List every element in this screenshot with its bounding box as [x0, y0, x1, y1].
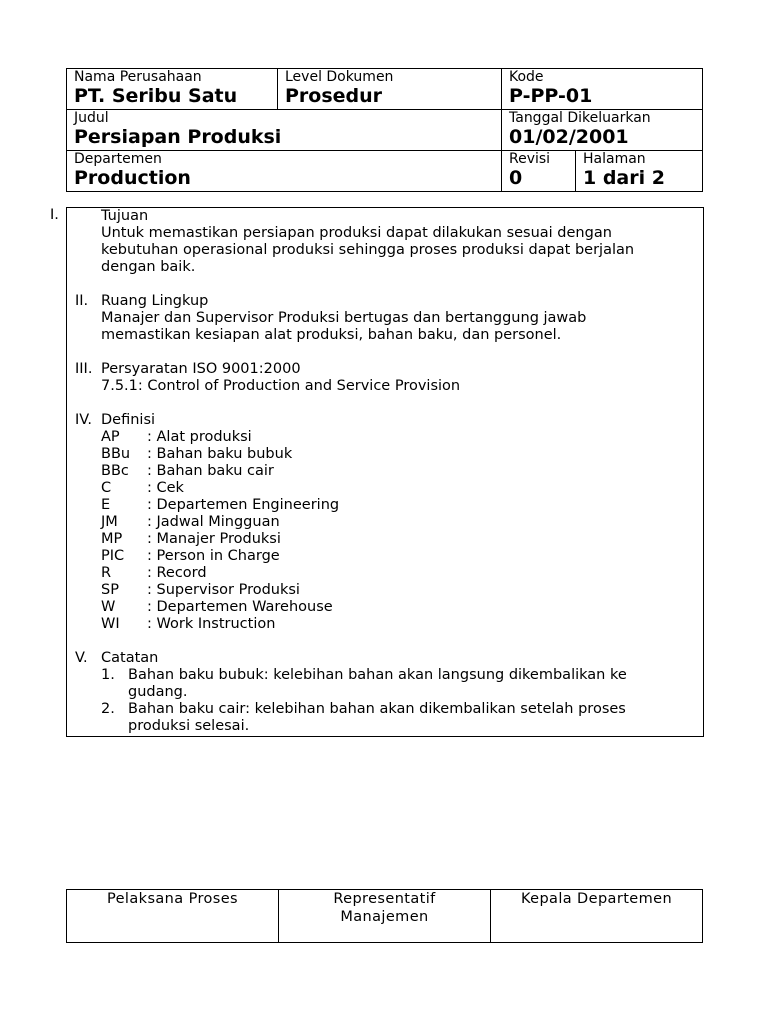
section-2-line: Manajer dan Supervisor Produksi bertugas dan bertanggung jawab [101, 310, 587, 326]
definition-abbr: MP [101, 531, 123, 547]
procedure-body [66, 207, 704, 737]
note-line: produksi selesai. [128, 718, 250, 734]
section-3-title: Persyaratan ISO 9001:2000 [101, 361, 301, 377]
revision-label: Revisi [509, 151, 551, 167]
note-line: Bahan baku bubuk: kelebihan bahan akan langsung dikembalikan ke [128, 667, 627, 683]
section-3-number: III. [75, 361, 93, 377]
definition-abbr: JM [101, 514, 118, 530]
definition-abbr: WI [101, 616, 120, 632]
note-line: gudang. [128, 684, 188, 700]
company-label: Nama Perusahaan [74, 69, 202, 85]
section-4-number: IV. [75, 412, 92, 428]
definition-desc: : Record [147, 565, 207, 581]
signature-label: Kepala Departemen [520, 891, 673, 907]
definition-desc: : Departemen Engineering [147, 497, 340, 513]
revision-value: 0 [509, 167, 523, 189]
signature-cell-process-executor [67, 890, 279, 943]
definition-desc: : Work Instruction [147, 616, 276, 632]
section-1-line: dengan baik. [101, 259, 196, 275]
title-label: Judul [74, 110, 109, 126]
definition-abbr: R [101, 565, 112, 581]
document-level-value: Prosedur [285, 85, 383, 107]
code-cell [502, 69, 703, 110]
document-header-table [66, 68, 703, 192]
page-label: Halaman [583, 151, 646, 167]
definition-desc: : Supervisor Produksi [147, 582, 300, 598]
signature-label: Pelaksana Proses [106, 891, 239, 907]
code-label: Kode [509, 69, 544, 85]
definition-abbr: W [101, 599, 116, 615]
note-number: 2. [101, 701, 115, 717]
definition-desc: : Jadwal Mingguan [147, 514, 280, 530]
definition-abbr: BBc [101, 463, 129, 479]
definition-desc: : Cek [147, 480, 184, 496]
definition-desc: : Departemen Warehouse [147, 599, 333, 615]
signature-cell-management-rep [279, 890, 491, 943]
note-line: Bahan baku cair: kelebihan bahan akan dikembalikan setelah proses [128, 701, 626, 717]
title-value: Persiapan Produksi [74, 126, 282, 148]
company-cell [67, 69, 278, 110]
section-3-line: 7.5.1: Control of Production and Service Provision [101, 378, 461, 394]
document-level-label: Level Dokumen [285, 69, 394, 85]
definition-abbr: SP [101, 582, 119, 598]
definition-abbr: BBu [101, 446, 131, 462]
department-value: Production [74, 167, 191, 189]
section-2-line: memastikan kesiapan alat produksi, bahan baku, dan personel. [101, 327, 562, 343]
signature-table [66, 889, 703, 943]
definition-desc: : Bahan baku cair [147, 463, 274, 479]
note-number: 1. [101, 667, 115, 683]
title-cell [67, 110, 502, 151]
department-label: Departemen [74, 151, 162, 167]
issue-date-cell [502, 110, 703, 151]
issue-date-label: Tanggal Dikeluarkan [509, 110, 651, 126]
signature-label: Manajemen [340, 909, 429, 925]
section-1-number: I. [50, 207, 59, 223]
signature-cell-department-head [491, 890, 703, 943]
section-4-title: Definisi [101, 412, 156, 428]
company-value: PT. Seribu Satu [74, 85, 238, 107]
section-5-number: V. [75, 650, 88, 666]
section-1-line: kebutuhan operasional produksi sehingga proses produksi dapat berjalan [101, 242, 635, 258]
definition-desc: : Manajer Produksi [147, 531, 281, 547]
page-value: 1 dari 2 [583, 167, 665, 189]
definition-abbr: PIC [101, 548, 125, 564]
definition-desc: : Person in Charge [147, 548, 280, 564]
definition-abbr: AP [101, 429, 120, 445]
page-cell [576, 151, 703, 192]
definition-abbr: E [101, 497, 111, 513]
document-level-cell [278, 69, 502, 110]
definition-desc: : Bahan baku bubuk [147, 446, 293, 462]
section-2-number: II. [75, 293, 89, 309]
code-value: P-PP-01 [509, 85, 593, 107]
definition-abbr: C [101, 480, 112, 496]
section-1-line: Untuk memastikan persiapan produksi dapat dilakukan sesuai dengan [101, 225, 612, 241]
signature-label: Representatif [333, 891, 436, 907]
definition-desc: : Alat produksi [147, 429, 252, 445]
department-cell [67, 151, 502, 192]
revision-cell [502, 151, 576, 192]
section-5-title: Catatan [101, 650, 159, 666]
section-1-title: Tujuan [101, 208, 149, 224]
section-2-title: Ruang Lingkup [101, 293, 209, 309]
issue-date-value: 01/02/2001 [509, 126, 629, 148]
